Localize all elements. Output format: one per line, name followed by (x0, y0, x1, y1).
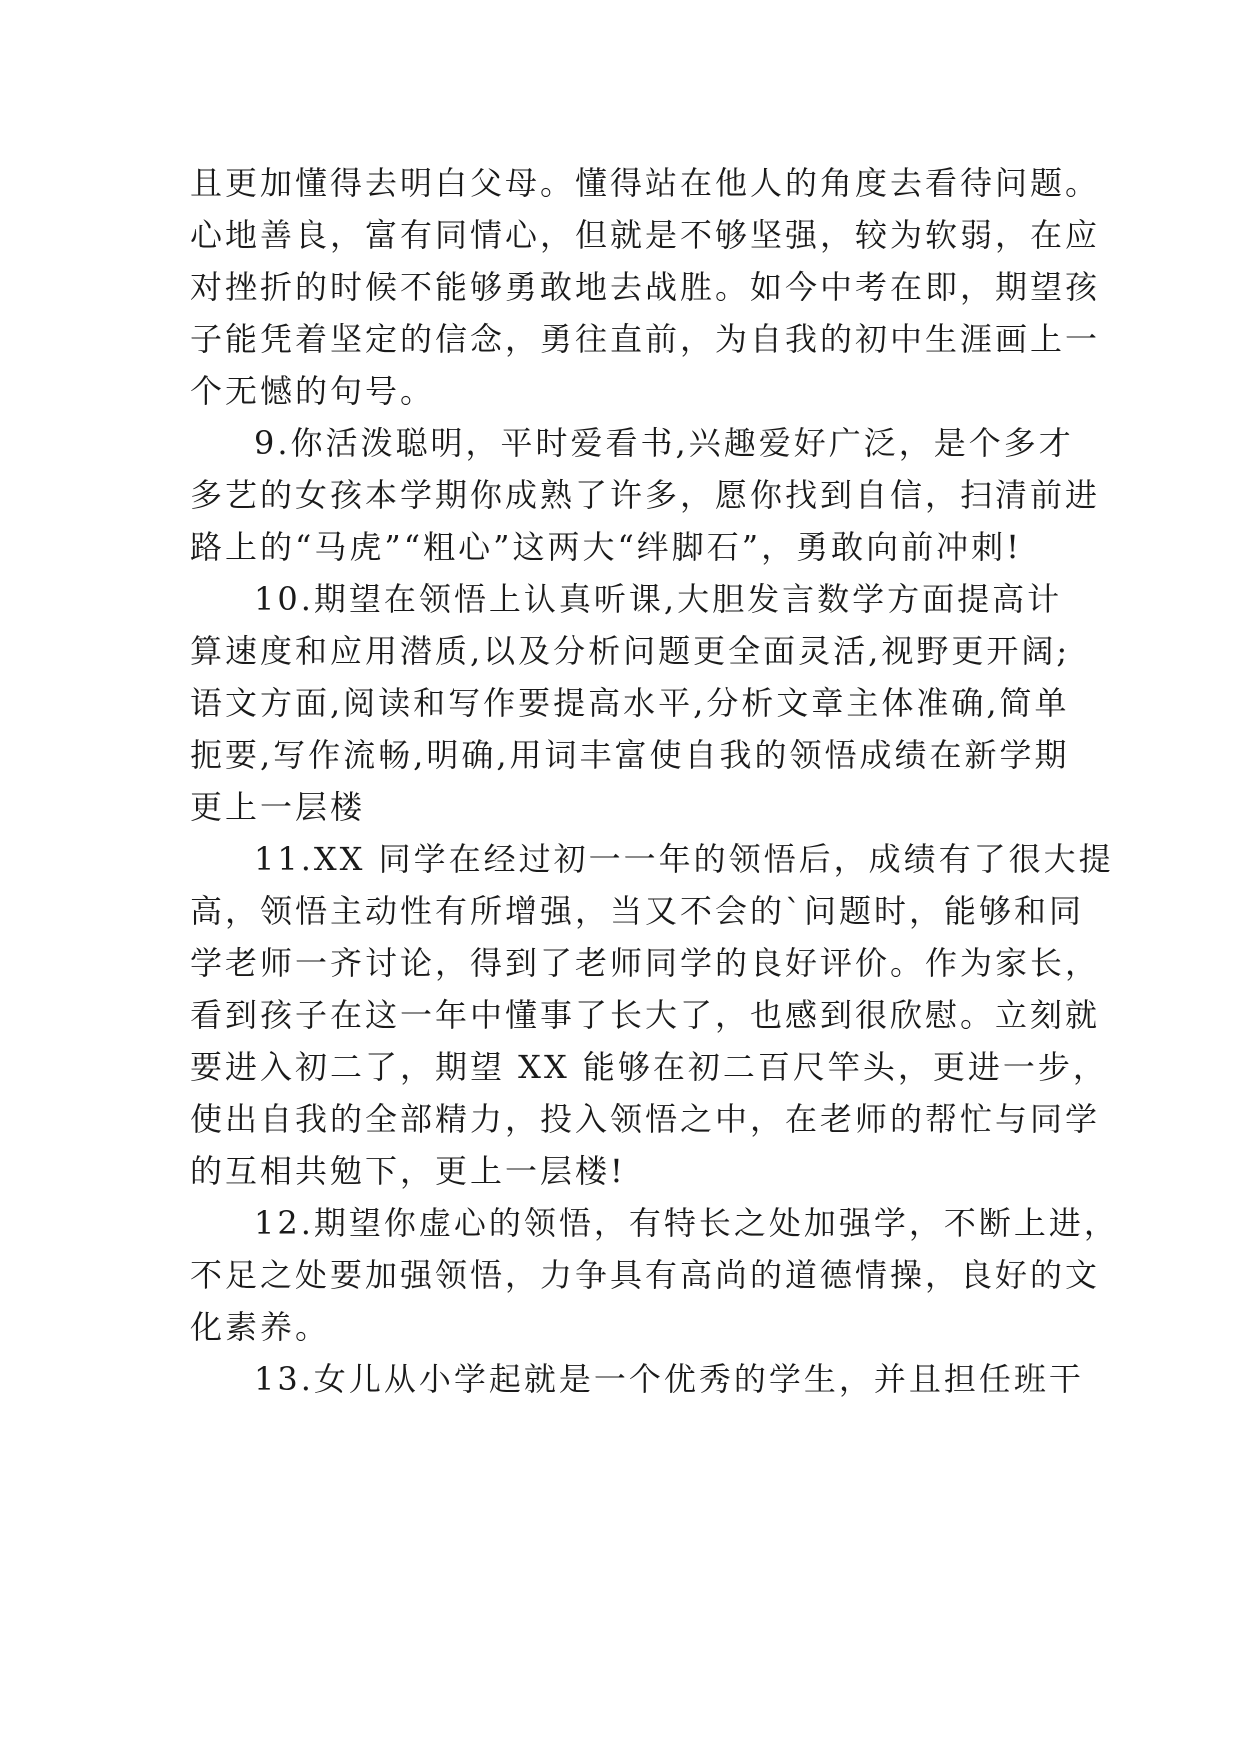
text-line: 子能凭着坚定的信念，勇往直前，为自我的初中生涯画上一 (190, 320, 1101, 358)
text-line: 路上的“马虎”“粗心”这两大“绊脚石”，勇敢向前冲刺! (190, 528, 1023, 566)
text-line: 要进入初二了，期望 XX 能够在初二百尺竿头，更进一步， (190, 1048, 1108, 1086)
text-line: 化素养。 (190, 1308, 331, 1346)
text-line: 语文方面,阅读和写作要提高水平,分析文章主体准确,简单 (190, 684, 1070, 722)
text-line: 看到孩子在这一年中懂事了长大了，也感到很欣慰。立刻就 (190, 996, 1101, 1034)
text-line: 多艺的女孩本学期你成熟了许多，愿你找到自信，扫清前进 (190, 476, 1101, 514)
text-line: 的互相共勉下，更上一层楼! (190, 1152, 626, 1190)
text-line: 个无憾的句号。 (190, 372, 436, 410)
paragraph-11-start: 11.XX 同学在经过初一一年的领悟后，成绩有了很大提 (254, 840, 1114, 878)
paragraph-13-start: 13.女儿从小学起就是一个优秀的学生，并且担任班干 (254, 1360, 1084, 1398)
paragraph-10-start: 10.期望在领悟上认真听课,大胆发言数学方面提高计 (254, 580, 1063, 618)
text-line: 不足之处要加强领悟，力争具有高尚的道德情操，良好的文 (190, 1256, 1101, 1294)
text-line: 更上一层楼 (190, 788, 366, 826)
text-line: 高，领悟主动性有所增强，当又不会的`问题时，能够和同 (190, 892, 1085, 930)
text-line: 使出自我的全部精力，投入领悟之中，在老师的帮忙与同学 (190, 1100, 1101, 1138)
paragraph-9-start: 9.你活泼聪明，平时爱看书,兴趣爱好广泛，是个多才 (254, 424, 1074, 462)
text-line: 心地善良，富有同情心，但就是不够坚强，较为软弱，在应 (190, 216, 1101, 254)
text-line: 算速度和应用潜质,以及分析问题更全面灵活,视野更开阔; (190, 632, 1071, 670)
text-line: 对挫折的时候不能够勇敢地去战胜。如今中考在即，期望孩 (190, 268, 1101, 306)
text-line: 且更加懂得去明白父母。懂得站在他人的角度去看待问题。 (190, 164, 1101, 202)
text-line: 扼要,写作流畅,明确,用词丰富使自我的领悟成绩在新学期 (190, 736, 1070, 774)
text-line: 学老师一齐讨论，得到了老师同学的良好评价。作为家长， (190, 944, 1101, 982)
paragraph-12-start: 12.期望你虚心的领悟，有特长之处加强学，不断上进， (254, 1204, 1119, 1242)
